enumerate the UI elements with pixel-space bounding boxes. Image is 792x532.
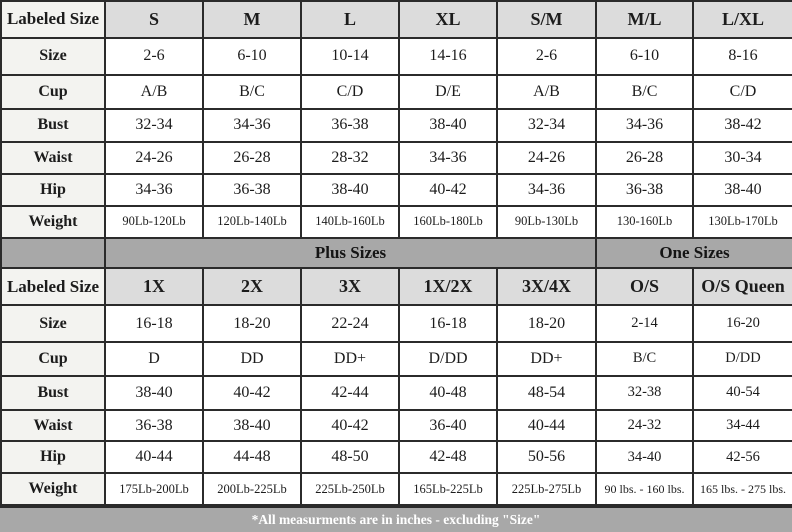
regular-waist-row [1, 142, 792, 174]
plus-weight-row [1, 473, 792, 505]
data-cell: 6-10 [596, 38, 693, 75]
data-cell: 34-44 [693, 410, 792, 442]
data-cell: 42-48 [399, 441, 497, 473]
data-cell: 16-18 [399, 305, 497, 342]
col-header-2x: 2X [203, 268, 301, 305]
data-cell: 48-54 [497, 376, 596, 410]
data-cell: 140Lb-160Lb [301, 206, 399, 238]
data-cell: 165 lbs. - 275 lbs. [693, 473, 792, 505]
row-label-waist: Waist [1, 410, 105, 442]
data-cell: 40-42 [399, 174, 497, 206]
plus-cup-row [1, 342, 792, 376]
data-cell: 225Lb-275Lb [497, 473, 596, 505]
data-cell: 48-50 [301, 441, 399, 473]
col-header-sm: S/M [497, 1, 596, 38]
data-cell: 36-38 [203, 174, 301, 206]
data-cell: 2-6 [105, 38, 203, 75]
row-label-weight: Weight [1, 206, 105, 238]
data-cell: DD+ [497, 342, 596, 376]
col-header-s: S [105, 1, 203, 38]
data-cell: D/DD [399, 342, 497, 376]
data-cell: D/DD [693, 342, 792, 376]
data-cell: 26-28 [203, 142, 301, 174]
data-cell: C/D [693, 75, 792, 109]
data-cell: 16-20 [693, 305, 792, 342]
data-cell: 14-16 [399, 38, 497, 75]
row-label-size: Size [1, 305, 105, 342]
data-cell: 34-36 [203, 109, 301, 143]
regular-bust-row [1, 109, 792, 143]
plus-bust-row [1, 376, 792, 410]
data-cell: 130-160Lb [596, 206, 693, 238]
regular-size-row [1, 38, 792, 75]
data-cell: 34-36 [399, 142, 497, 174]
row-label-waist: Waist [1, 142, 105, 174]
col-header-lxl: L/XL [693, 1, 792, 38]
data-cell: 165Lb-225Lb [399, 473, 497, 505]
plus-corner-label: Labeled Size [1, 268, 105, 305]
regular-weight-row [1, 206, 792, 238]
data-cell: DD [203, 342, 301, 376]
data-cell: 32-34 [105, 109, 203, 143]
data-cell: A/B [497, 75, 596, 109]
data-cell: 34-36 [105, 174, 203, 206]
data-cell: 24-26 [105, 142, 203, 174]
data-cell: 6-10 [203, 38, 301, 75]
data-cell: 24-32 [596, 410, 693, 442]
data-cell: 18-20 [203, 305, 301, 342]
data-cell: 2-6 [497, 38, 596, 75]
data-cell: 2-14 [596, 305, 693, 342]
row-label-hip: Hip [1, 441, 105, 473]
data-cell: DD+ [301, 342, 399, 376]
row-label-weight: Weight [1, 473, 105, 505]
col-header-1x2x: 1X/2X [399, 268, 497, 305]
col-header-ml: M/L [596, 1, 693, 38]
data-cell: 22-24 [301, 305, 399, 342]
regular-corner-label: Labeled Size [1, 1, 105, 38]
data-cell: 32-38 [596, 376, 693, 410]
row-label-bust: Bust [1, 376, 105, 410]
data-cell: 120Lb-140Lb [203, 206, 301, 238]
col-header-3x: 3X [301, 268, 399, 305]
regular-header-row [1, 1, 792, 38]
row-label-size: Size [1, 38, 105, 75]
plus-hip-row [1, 441, 792, 473]
section-band-row [1, 238, 792, 269]
col-header-l: L [301, 1, 399, 38]
data-cell: 44-48 [203, 441, 301, 473]
regular-cup-row [1, 75, 792, 109]
regular-hip-row [1, 174, 792, 206]
data-cell: 40-42 [301, 410, 399, 442]
band-corner-cell [1, 238, 105, 269]
data-cell: 40-44 [497, 410, 596, 442]
data-cell: 24-26 [497, 142, 596, 174]
data-cell: 38-40 [301, 174, 399, 206]
plus-header-row [1, 268, 792, 305]
data-cell: 130Lb-170Lb [693, 206, 792, 238]
data-cell: B/C [203, 75, 301, 109]
data-cell: 42-56 [693, 441, 792, 473]
plus-waist-row [1, 410, 792, 442]
data-cell: 34-36 [497, 174, 596, 206]
row-label-bust: Bust [1, 109, 105, 143]
data-cell: 38-40 [105, 376, 203, 410]
col-header-os-queen: O/S Queen [693, 268, 792, 305]
data-cell: 30-34 [693, 142, 792, 174]
data-cell: D/E [399, 75, 497, 109]
col-header-os: O/S [596, 268, 693, 305]
data-cell: 10-14 [301, 38, 399, 75]
data-cell: 90 lbs. - 160 lbs. [596, 473, 693, 505]
data-cell: 200Lb-225Lb [203, 473, 301, 505]
data-cell: 90Lb-130Lb [497, 206, 596, 238]
col-header-m: M [203, 1, 301, 38]
footer-note-bar [0, 506, 792, 532]
col-header-1x: 1X [105, 268, 203, 305]
data-cell: 28-32 [301, 142, 399, 174]
data-cell: 40-48 [399, 376, 497, 410]
row-label-hip: Hip [1, 174, 105, 206]
one-sizes-band: One Sizes [596, 238, 792, 269]
col-header-3x4x: 3X/4X [497, 268, 596, 305]
data-cell: 26-28 [596, 142, 693, 174]
data-cell: 36-38 [105, 410, 203, 442]
data-cell: 40-42 [203, 376, 301, 410]
data-cell: 16-18 [105, 305, 203, 342]
data-cell: 38-40 [693, 174, 792, 206]
data-cell: B/C [596, 75, 693, 109]
data-cell: 90Lb-120Lb [105, 206, 203, 238]
plus-sizes-band: Plus Sizes [105, 238, 596, 269]
data-cell: B/C [596, 342, 693, 376]
data-cell: 8-16 [693, 38, 792, 75]
data-cell: 36-38 [301, 109, 399, 143]
data-cell: 36-40 [399, 410, 497, 442]
footer-note: *All measurments are in inches - excluding "Size" [251, 512, 541, 527]
data-cell: 34-36 [596, 109, 693, 143]
data-cell: C/D [301, 75, 399, 109]
data-cell: 40-44 [105, 441, 203, 473]
data-cell: 160Lb-180Lb [399, 206, 497, 238]
row-label-cup: Cup [1, 75, 105, 109]
data-cell: 32-34 [497, 109, 596, 143]
data-cell: 225Lb-250Lb [301, 473, 399, 505]
data-cell: 40-54 [693, 376, 792, 410]
data-cell: 50-56 [497, 441, 596, 473]
row-label-cup: Cup [1, 342, 105, 376]
data-cell: D [105, 342, 203, 376]
data-cell: 34-40 [596, 441, 693, 473]
data-cell: 175Lb-200Lb [105, 473, 203, 505]
data-cell: 38-40 [399, 109, 497, 143]
data-cell: 42-44 [301, 376, 399, 410]
data-cell: A/B [105, 75, 203, 109]
data-cell: 18-20 [497, 305, 596, 342]
plus-size-row [1, 305, 792, 342]
data-cell: 36-38 [596, 174, 693, 206]
data-cell: 38-40 [203, 410, 301, 442]
col-header-xl: XL [399, 1, 497, 38]
data-cell: 38-42 [693, 109, 792, 143]
